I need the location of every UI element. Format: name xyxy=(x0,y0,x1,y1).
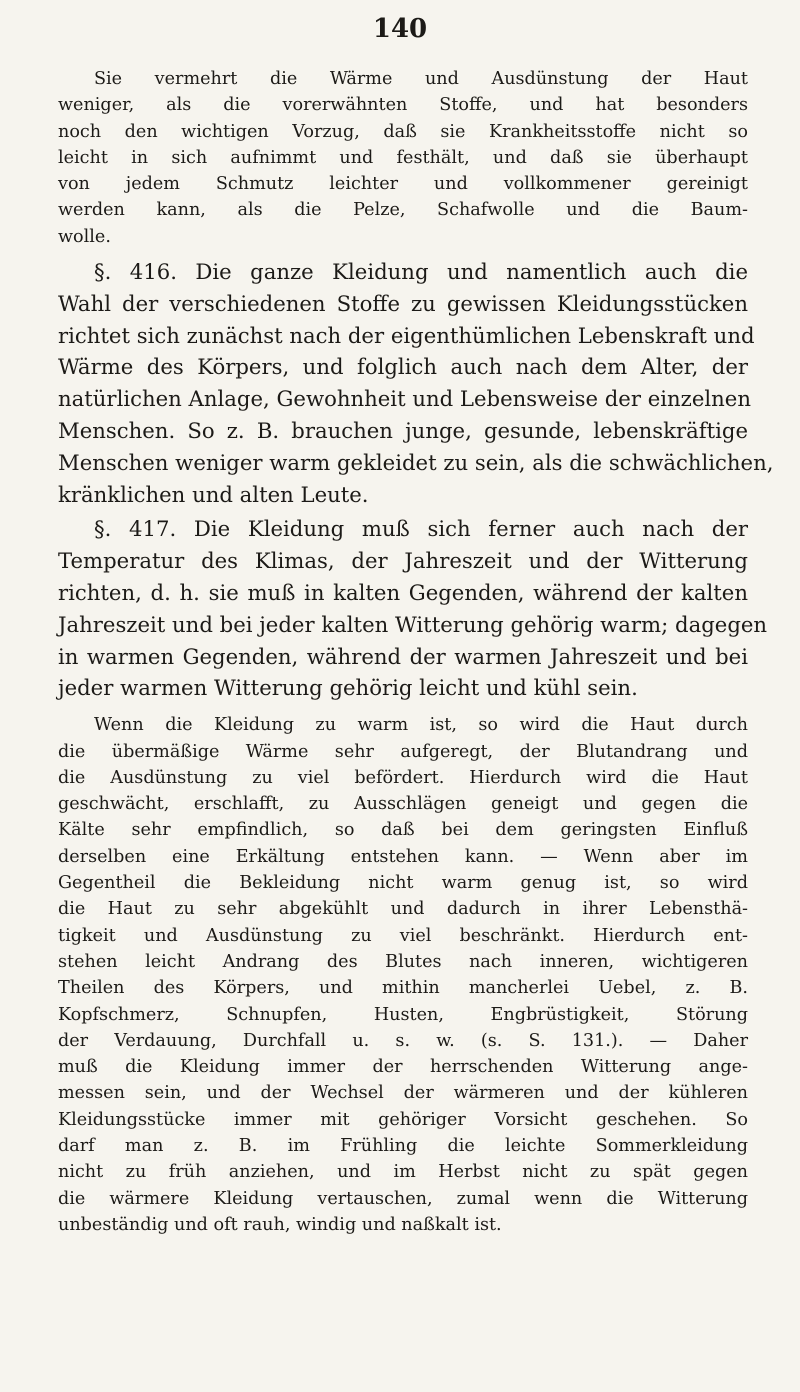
text-line: Kälte sehr empfindlich, so daß bei dem geringsten Einfluß xyxy=(58,820,748,841)
text-line: die wärmere Kleidung vertauschen, zumal wenn die Witterung xyxy=(58,1188,748,1209)
text-line: die Haut zu sehr abgekühlt und dadurch in ihrer Lebensthä- xyxy=(58,899,748,920)
text-line: unbeständig und oft rauh, windig und naßkalt ist. xyxy=(58,1214,502,1235)
page-body xyxy=(58,66,774,1238)
text-line: werden kann, als die Pelze, Schafwolle und die Baum- xyxy=(58,200,748,221)
paragraph-2-section-416 xyxy=(58,256,774,510)
page-number: 140 xyxy=(372,14,428,44)
text-line: tigkeit und Ausdünstung zu viel beschränkt. Hierdurch ent- xyxy=(58,925,748,946)
text-line: Theilen des Körpers, und mithin mancherlei Uebel, z. B. xyxy=(58,978,748,999)
text-line: die übermäßige Wärme sehr aufgeregt, der Blutandrang und xyxy=(58,741,748,762)
text-line: muß die Kleidung immer der herrschenden Witterung ange- xyxy=(58,1057,748,1078)
text-line: Menschen. So z. B. brauchen junge, gesunde, lebenskräftige xyxy=(58,418,748,444)
text-line: leicht in sich aufnimmt und festhält, und daß sie überhaupt xyxy=(58,147,748,168)
text-line: geschwächt, erschlafft, zu Ausschlägen geneigt und gegen die xyxy=(58,794,748,815)
text-line: derselben eine Erkältung entstehen kann. — Wenn aber im xyxy=(58,846,748,867)
text-line: Kleidungsstücke immer mit gehöriger Vorsicht geschehen. So xyxy=(58,1109,748,1130)
text-line: kränklichen und alten Leute. xyxy=(58,481,369,507)
text-line: stehen leicht Andrang des Blutes nach inneren, wichtigeren xyxy=(58,951,748,972)
text-line: Sie vermehrt die Wärme und Ausdünstung der Haut xyxy=(94,69,748,89)
text-line: Wahl der verschiedenen Stoffe zu gewissen Kleidungsstücken xyxy=(58,290,748,316)
paragraph-4 xyxy=(58,712,748,1238)
text-line: der Verdauung, Durchfall u. s. w. (s. S. 131.). — Daher xyxy=(58,1030,748,1051)
text-line: nicht zu früh anziehen, und im Herbst nicht zu spät gegen xyxy=(58,1162,748,1183)
text-line: natürlichen Anlage, Gewohnheit und Lebensweise der einzelnen xyxy=(58,386,751,412)
text-line: messen sein, und der Wechsel der wärmeren und der kühleren xyxy=(58,1083,748,1104)
text-line: jeder warmen Witterung gehörig leicht und kühl sein. xyxy=(58,675,638,701)
text-line: Gegentheil die Bekleidung nicht warm genug ist, so wird xyxy=(58,873,748,894)
paragraph-1 xyxy=(58,66,748,250)
text-line: Menschen weniger warm gekleidet zu sein, als die schwächlichen, xyxy=(58,449,774,475)
text-line: von jedem Schmutz leichter und vollkommener gereinigt xyxy=(58,174,748,195)
text-line: §. 417. Die Kleidung muß sich ferner auch nach der xyxy=(94,516,748,542)
text-line: weniger, als die vorerwähnten Stoffe, und hat besonders xyxy=(58,95,748,116)
text-line: noch den wichtigen Vorzug, daß sie Krankheitsstoffe nicht so xyxy=(58,121,748,142)
text-line: §. 416. Die ganze Kleidung und namentlich auch die xyxy=(94,259,748,285)
text-line: wolle. xyxy=(58,226,111,247)
text-line: Kopfschmerz, Schnupfen, Husten, Engbrüstigkeit, Störung xyxy=(58,1004,748,1025)
text-line: die Ausdünstung zu viel befördert. Hierdurch wird die Haut xyxy=(58,767,748,788)
text-line: Wärme des Körpers, und folglich auch nach dem Alter, der xyxy=(58,354,748,380)
paragraph-3-section-417 xyxy=(58,513,768,704)
text-line: darf man z. B. im Frühling die leichte Sommerkleidung xyxy=(58,1135,748,1156)
text-line: Temperatur des Klimas, der Jahreszeit und der Witterung xyxy=(58,548,748,574)
text-line: richten, d. h. sie muß in kalten Gegenden, während der kalten xyxy=(58,580,748,606)
text-line: richtet sich zunächst nach der eigenthümlichen Lebenskraft und xyxy=(58,322,755,348)
text-line: Jahreszeit und bei jeder kalten Witterung gehörig warm; dagegen xyxy=(58,611,768,637)
text-line: in warmen Gegenden, während der warmen Jahreszeit und bei xyxy=(58,643,748,669)
text-line: Wenn die Kleidung zu warm ist, so wird die Haut durch xyxy=(94,715,748,736)
